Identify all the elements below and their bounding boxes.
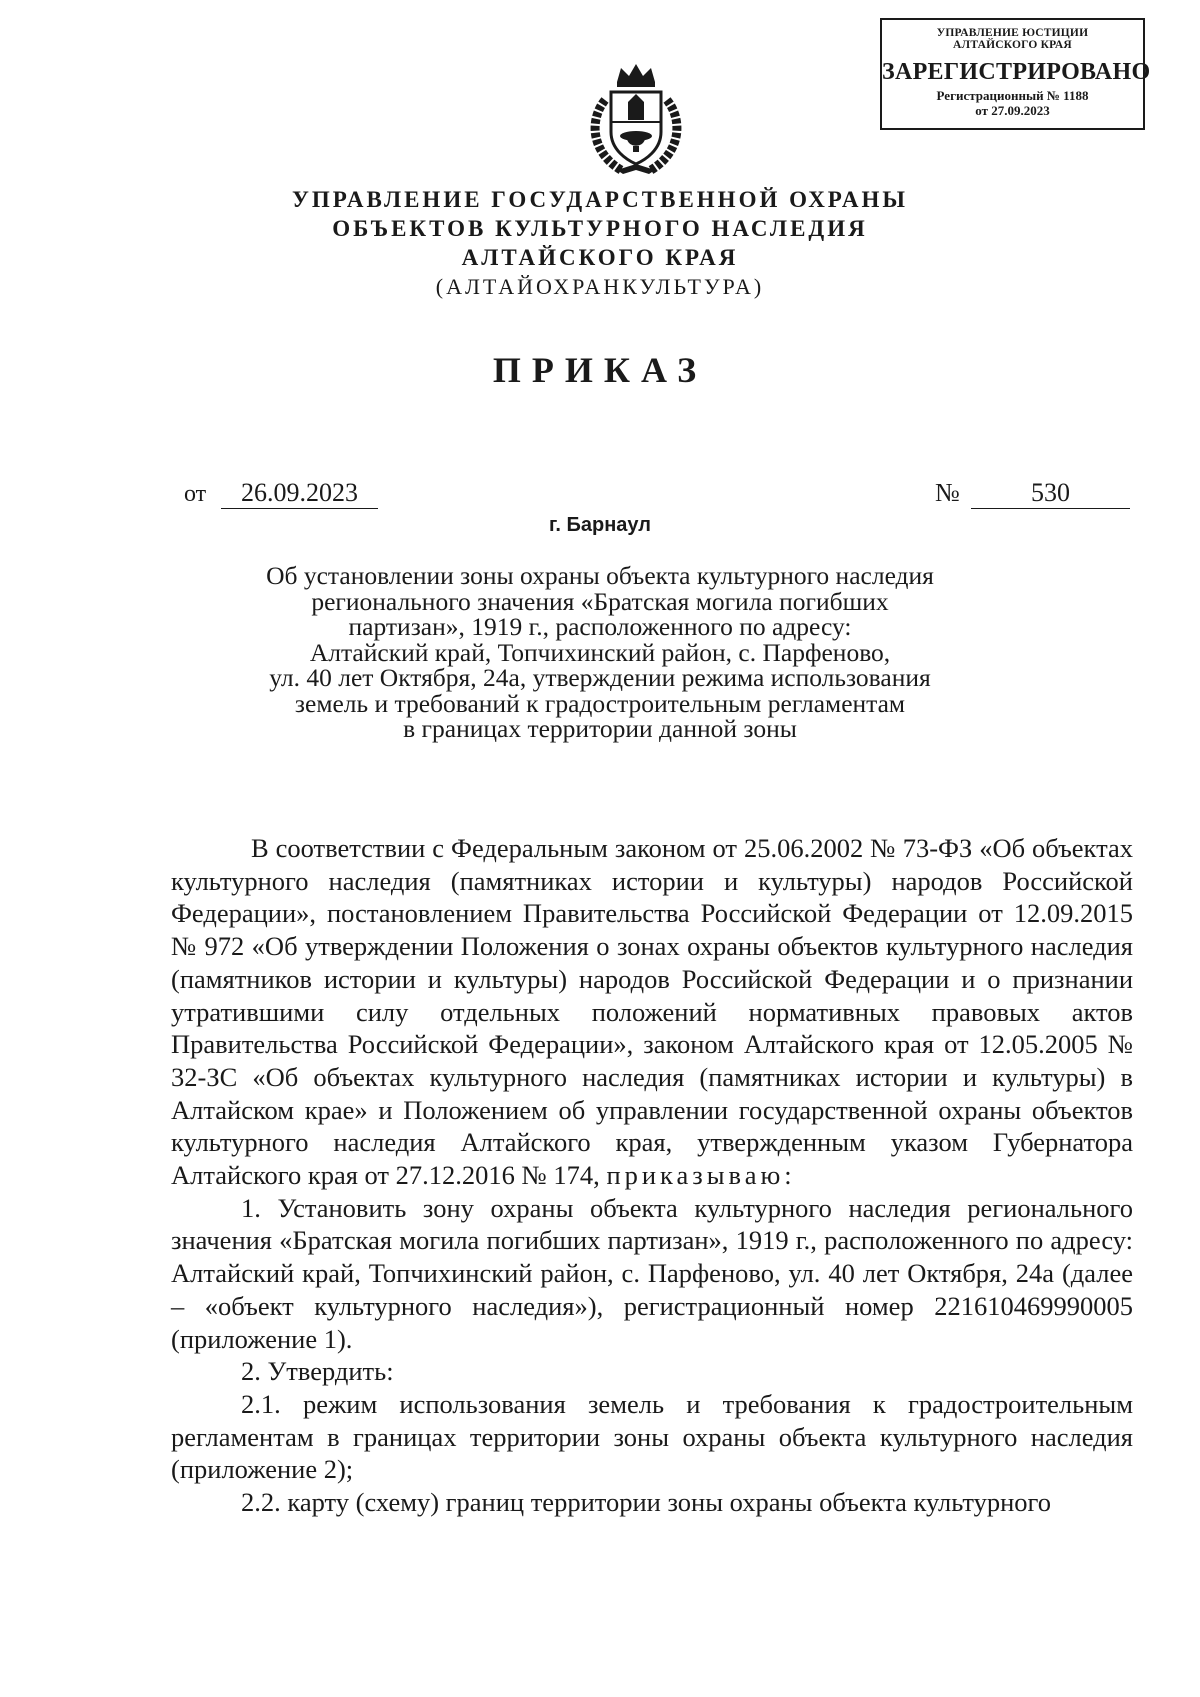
document-type: ПРИКАЗ <box>492 350 708 390</box>
document-date: 26.09.2023 <box>221 478 378 509</box>
date-label: от <box>184 481 207 507</box>
subject-line: ул. 40 лет Октября, 24а, утверждении режима использования <box>269 663 931 692</box>
preamble-text: В соответствии с Федеральным законом от 25.06.2002 № 73-ФЗ «Об объектах культурного наследия (памятниках истории и культуры) народов Российской Федерации», постановлением Правительства Российской Федерации от 12.09.2015 № 972 «Об утверждении Положения о зонах охраны объектов культурного наследия (памятников истории и культуры) народов Российской Федерации и о признании утратившими силу отдельных положений нормативных правовых актов Правительства Российской Федерации», законом Алтайского края от 12.05.2005 № 32-ЗС «Об объектах культурного наследия (памятниках истории и культуры) в Алтайском крае» и Положением об управлении государственной охраны объектов культурного наследия Алтайского края, утвержденным указом Губернатора Алтайского края от 27.12.2016 № 174, <box>171 833 1133 1191</box>
coat-of-arms-icon <box>583 60 689 178</box>
stamp-authority-line1: УПРАВЛЕНИЕ ЮСТИЦИИ <box>936 27 1089 39</box>
agency-name-line1: УПРАВЛЕНИЕ ГОСУДАРСТВЕННОЙ ОХРАНЫ <box>292 187 908 212</box>
subject-line: регионального значения «Братская могила погибших <box>311 586 889 616</box>
document-number: 530 <box>971 478 1130 509</box>
agency-name-line2: ОБЪЕКТОВ КУЛЬТУРНОГО НАСЛЕДИЯ <box>332 216 868 241</box>
stamp-reg-date: от 27.09.2023 <box>975 103 1050 118</box>
subject-line: Об установлении зоны охраны объекта культурного наследия <box>266 561 934 590</box>
subject-line: земель и требований к градостроительным регламентам <box>294 688 906 718</box>
subject-line: Алтайский край, Топчихинский район, с. Парфеново, <box>309 637 891 667</box>
clause-1: 1. Установить зону охраны объекта культурного наследия регионального значения «Братская могила погибших партизан», 1919 г., расположенного по адресу: Алтайский край, Топчихинский район, с. Парфеново, ул. 40 лет Октября, 24а (далее – «объект культурного наследия»), регистрационный номер 221610469990005 (приложение 1). <box>171 1192 1133 1354</box>
stamp-reg-number: Регистрационный № 1188 <box>936 88 1089 103</box>
order-word: приказываю: <box>606 1160 796 1191</box>
stamp-authority-line2: АЛТАЙСКОГО КРАЯ <box>953 39 1072 51</box>
document-body <box>171 832 1133 1519</box>
subject-line: в границах территории данной зоны <box>403 714 797 743</box>
preamble-paragraph <box>171 832 1133 1192</box>
registration-stamp <box>880 18 1151 130</box>
clause-2-1: 2.1. режим использования земель и требования к градостроительным регламентам в границах территории зоны охраны объекта культурного наследия (приложение 2); <box>171 1388 1133 1485</box>
agency-abbreviation: (АЛТАЙОХРАНКУЛЬТУРА) <box>435 274 765 299</box>
agency-name-line3: АЛТАЙСКОГО КРАЯ <box>461 245 739 270</box>
stamp-status: ЗАРЕГИСТРИРОВАНО <box>882 59 1151 85</box>
number-label: № <box>935 478 960 507</box>
clause-2-2: 2.2. карту (схему) границ территории зоны охраны объекта культурного <box>241 1487 1051 1518</box>
clause-2: 2. Утвердить: <box>241 1356 394 1387</box>
city: г. Барнаул <box>549 514 651 536</box>
subject-line: партизан», 1919 г., расположенного по адресу: <box>348 612 852 641</box>
document-subject <box>150 563 1050 742</box>
